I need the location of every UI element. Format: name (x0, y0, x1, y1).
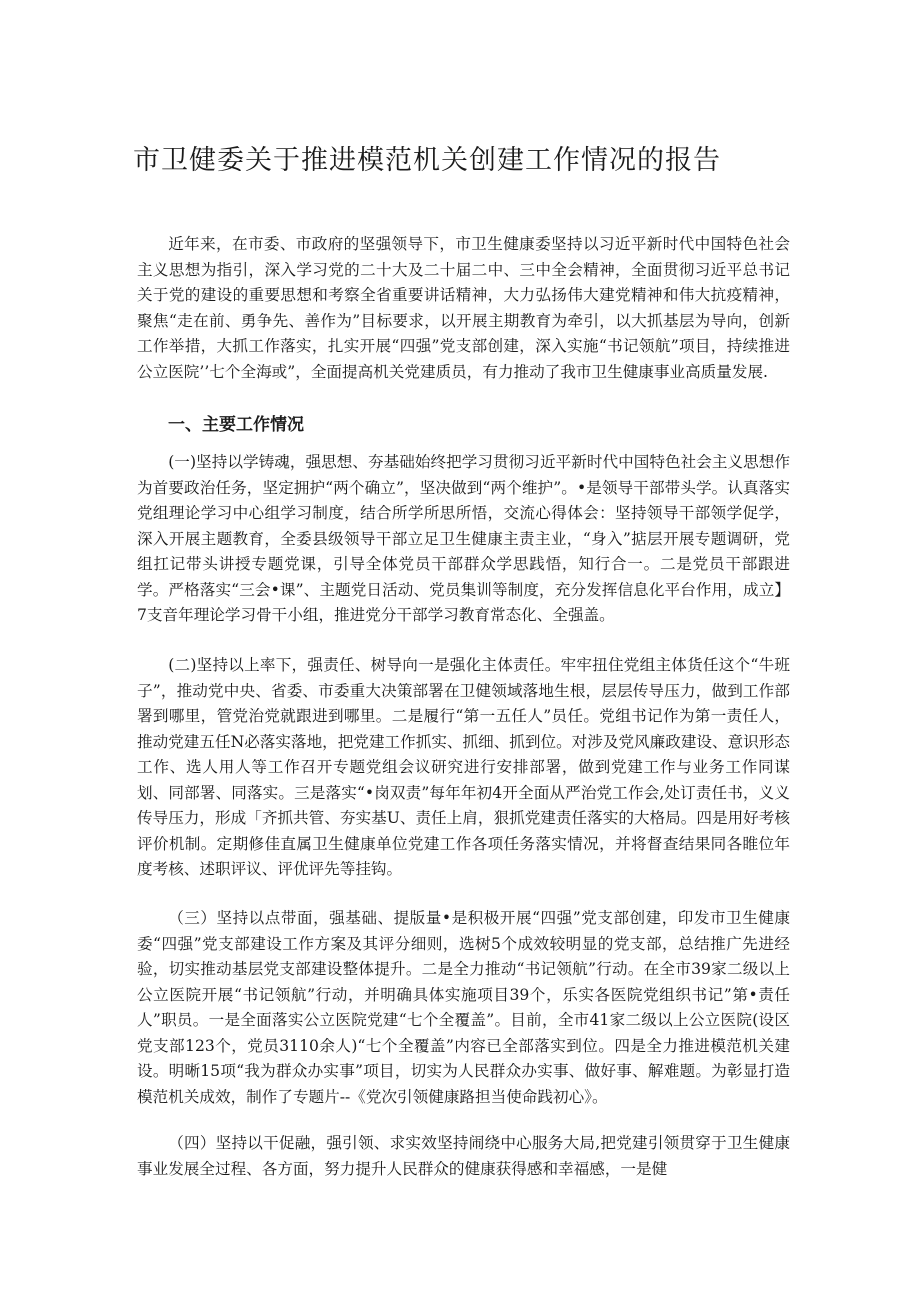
intro-paragraph: 近年来，在市委、市政府的坚强领导下，市卫生健康委坚持以习近平新时代中国特色社会主义思想为指引，深入学习党的二十大及二十届二中、三中全会精神，全面贯彻习近平总书记关于党的建设的重要思想和考察全省重要讲话精神，大力弘扬伟大建党精神和伟大抗疫精神，聚焦“走在前、勇争先、善作为”目标要求，以开展主期教育为牵引，以大抓基层为导向，创新工作举措，大抓工作落实，扎实开展“四强”党支部创建，深入实施“书记领航”项目，持续推进公立医院’’七个全海或”，全面提高机关党建质员，有力推动了我市卫生健康事业高质量发展. (137, 235, 790, 381)
paragraph-study: (一)坚持以学铸魂，强思想、夯基础始终把学习贯彻习近平新时代中国特色社会主义思想作为首要政治任务，坚定拥护“两个确立”，坚决做到“两个维护”。•是领导干部带头学。认真落实党组理论学习中心组学习制度，结合所学所思所悟，交流心得体会：坚持领导干部领学促学，深入开展主题教育，全委县级领导干部立足卫生健康主责主业，“身入”掂层开展专题调研，党组扛记带头讲授专题党课，引导全体党员干部群众学思践悟，知行合一。二是党员干部跟进学。严格落实“三会•课”、主题党日活动、党员集训等制度，充分发挥信息化平台作用，成立】7支音年理论学习骨干小组，推进党分干部学习教育常态化、全强盖。 (137, 453, 790, 624)
paragraph-responsibility: (二)坚持以上率下，强责任、树导向一是强化主体责任。牢牢扭住党组主体货任这个“牛班子”，推动党中央、省委、市委重大决策部署在卫健领域落地生根，层层传导压力，做到工作部署到哪里，管党治党就跟进到哪里。二是履行“第一五任人”员任。党组书记作为第一责任人，推动党建五任N必落实落地，把党建工作抓实、抓细、抓到位。对涉及党风廉政建设、意识形态工作、选人用人等工作召开专题党组会议研究进行安排部署，做到党建工作与业务工作同谋划、同部署、同落实。三是落实“•岗双责”每年年初4开全面从严治党工作会,处订责任书，义义传导压力，形成「齐抓共管、夯实基U、责任上肩，狠抓党建责任落实的大格局。四是用好考核评价机制。定期修佳直属卫生健康单位党建工作各项任务落实情况，并将督查结果同各睢位年度考核、述职评议、评优评先等挂钩。 (137, 656, 790, 878)
paragraph-grassroots: （三）坚持以点带面，强基础、提版量•是积极开展“四强”党支部创建，印发市卫生健康委“四强”党支部建设工作方案及其评分细则，选树5个成效较明显的党支部，总结推广先进经验，切实推动基层党支部建设整体提升。二是全力推动“书记领航”行动。在全市39家二级以上公立医院开展“书记领航”行动，并明确具体实施项目39个，乐实各医院党组织书记”第•责任人”职员。一是全面落实公立医院党建“七个全覆盖”。目前，全市41家二级以上公立医院(设区党支部123个，党员3110余人)“七个全覆盖”内容已全部落实到位。四是全力推进模范机关建设。明晰15项“我为群众办实事”项目，切实为人民群众办实事、做好事、解难题。为彰显打造模范机关成效，制作了专题片--《党次引领健康路担当使命践初心》。 (137, 909, 790, 1106)
document-title: 市卫健委关于推进模范机关创建工作情况的报告 (133, 145, 721, 176)
section-heading-main-work: 一、主要工作情况 (168, 415, 304, 435)
paragraph-integration: （四）坚持以干促融，强引领、求实效坚持闹绕中心服务大局,把党建引领贯穿于卫生健康事业发展全过程、各方面，努力提升人民群众的健康获得感和幸福感，一是健 (137, 1134, 790, 1178)
